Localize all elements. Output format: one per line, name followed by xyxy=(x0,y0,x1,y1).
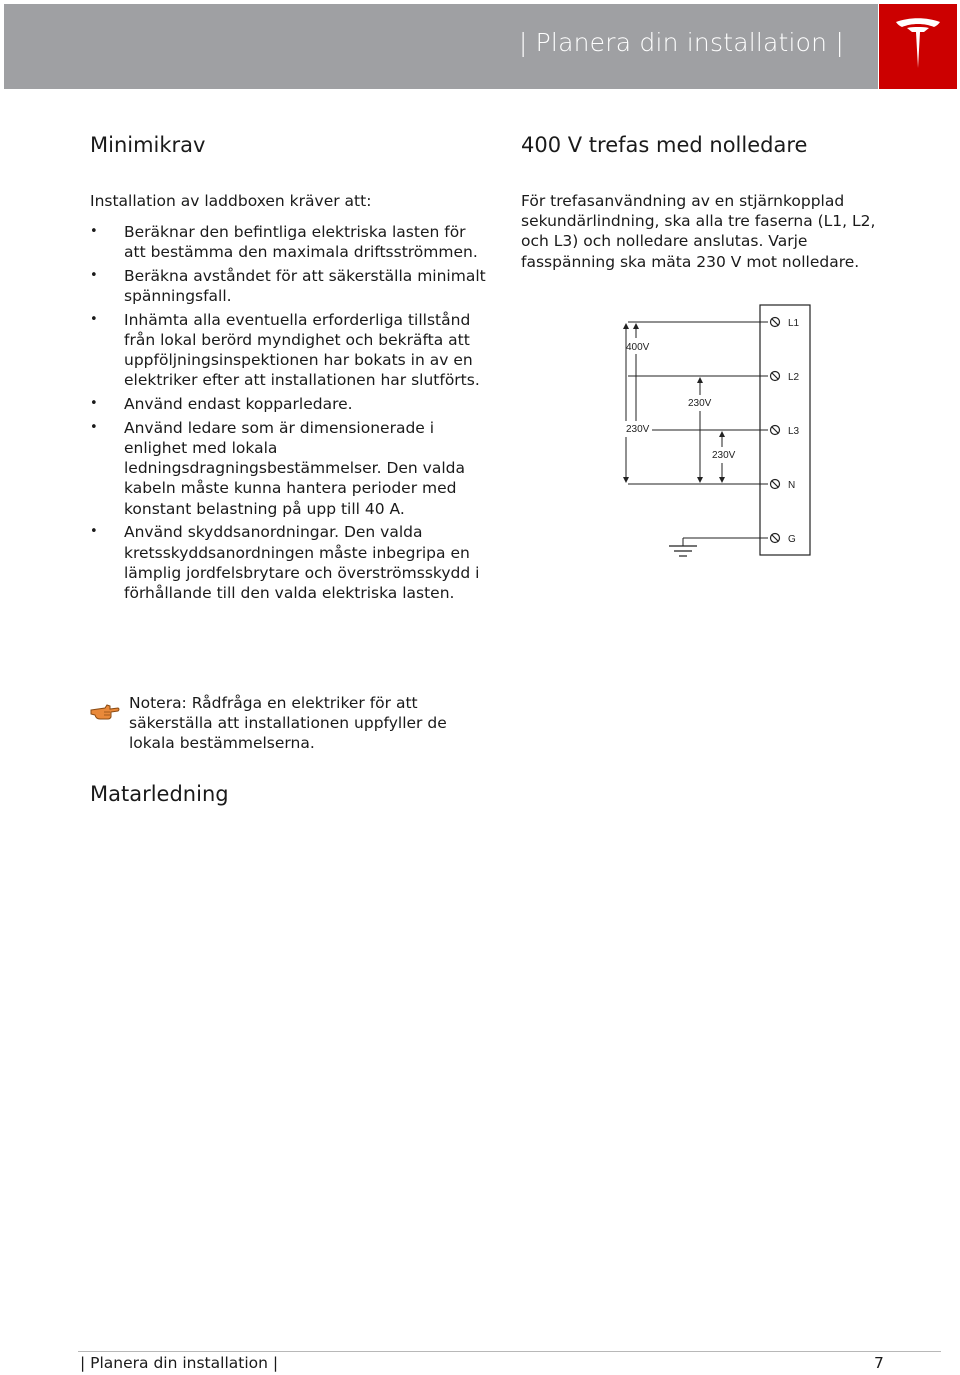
terminal-screw-icon xyxy=(771,372,780,381)
voltage-label-230v-l3: 230V xyxy=(712,450,736,461)
logo-box xyxy=(879,4,957,89)
page-header xyxy=(4,4,878,89)
note-text: Notera: Rådfråga en elektriker för att säkerställa att installationen uppfyller de lokala bestämmelserna. xyxy=(129,694,447,753)
terminal-screw-icon xyxy=(771,426,780,435)
three-phase-heading: 400 V trefas med nolledare xyxy=(521,133,808,157)
terminal-label-l2: L2 xyxy=(788,372,800,383)
footer-title: | Planera din installation | xyxy=(80,1354,279,1372)
page-number: 7 xyxy=(874,1354,884,1372)
feeder-heading: Matarledning xyxy=(90,782,229,806)
terminal-screw-icon xyxy=(771,480,780,489)
tesla-logo xyxy=(893,16,943,72)
three-phase-paragraph: För trefasanvändning av en stjärnkopplad sekundärlindning, ska alla tre faserna (L1, L2, och L3) och nolledare anslutas. Varje fasspänning ska mäta 230 V mot nolledare. xyxy=(521,192,876,271)
list-item: • Beräknar den befintliga elektriska lasten för att bestämma den maximala driftsströmmen. xyxy=(90,223,478,262)
list-item: • Inhämta alla eventuella erforderliga tillstånd från lokal berörd myndighet och bekräfta att uppföljningsinspektionen har bokats in av en elektriker efter att installationen har slutförts. xyxy=(90,310,480,390)
requirements-intro: Installation av laddboxen kräver att: xyxy=(90,192,372,210)
list-item: • Använd skyddsanordningar. Den valda kretsskyddsanordningen måste inbegripa en lämplig jordfelsbrytare och överströmsskydd i förhållande till den valda elektriska lasten. xyxy=(90,523,480,602)
footer-divider xyxy=(78,1351,941,1352)
list-item: • Använd endast kopparledare. xyxy=(90,395,353,414)
terminal-label-l3: L3 xyxy=(788,426,800,437)
voltage-label-230v-l2: 230V xyxy=(688,398,712,409)
voltage-label-400v: 400V xyxy=(626,342,650,353)
minimum-requirements-heading: Minimikrav xyxy=(90,133,206,157)
terminal-label-g: G xyxy=(788,534,796,545)
terminal-screw-icon xyxy=(771,318,780,327)
pointing-hand-icon xyxy=(90,701,120,721)
ground-symbol-icon xyxy=(669,538,697,556)
wiring-diagram xyxy=(600,300,830,570)
list-item: • Använd ledare som är dimensionerade i enlighet med lokala ledningsdragningsbestämmelser. Den valda kabeln måste kunna hantera perioder med konstant belastning på upp till 40 A. xyxy=(90,418,465,518)
requirements-list xyxy=(90,222,490,607)
terminal-label-n: N xyxy=(788,480,796,491)
header-title: | Planera din installation | xyxy=(518,28,844,57)
voltage-label-230v-l1: 230V xyxy=(626,424,650,435)
terminal-label-l1: L1 xyxy=(788,318,800,329)
terminal-screw-icon xyxy=(771,534,780,543)
list-item: • Beräkna avståndet för att säkerställa minimalt spänningsfall. xyxy=(90,266,486,306)
